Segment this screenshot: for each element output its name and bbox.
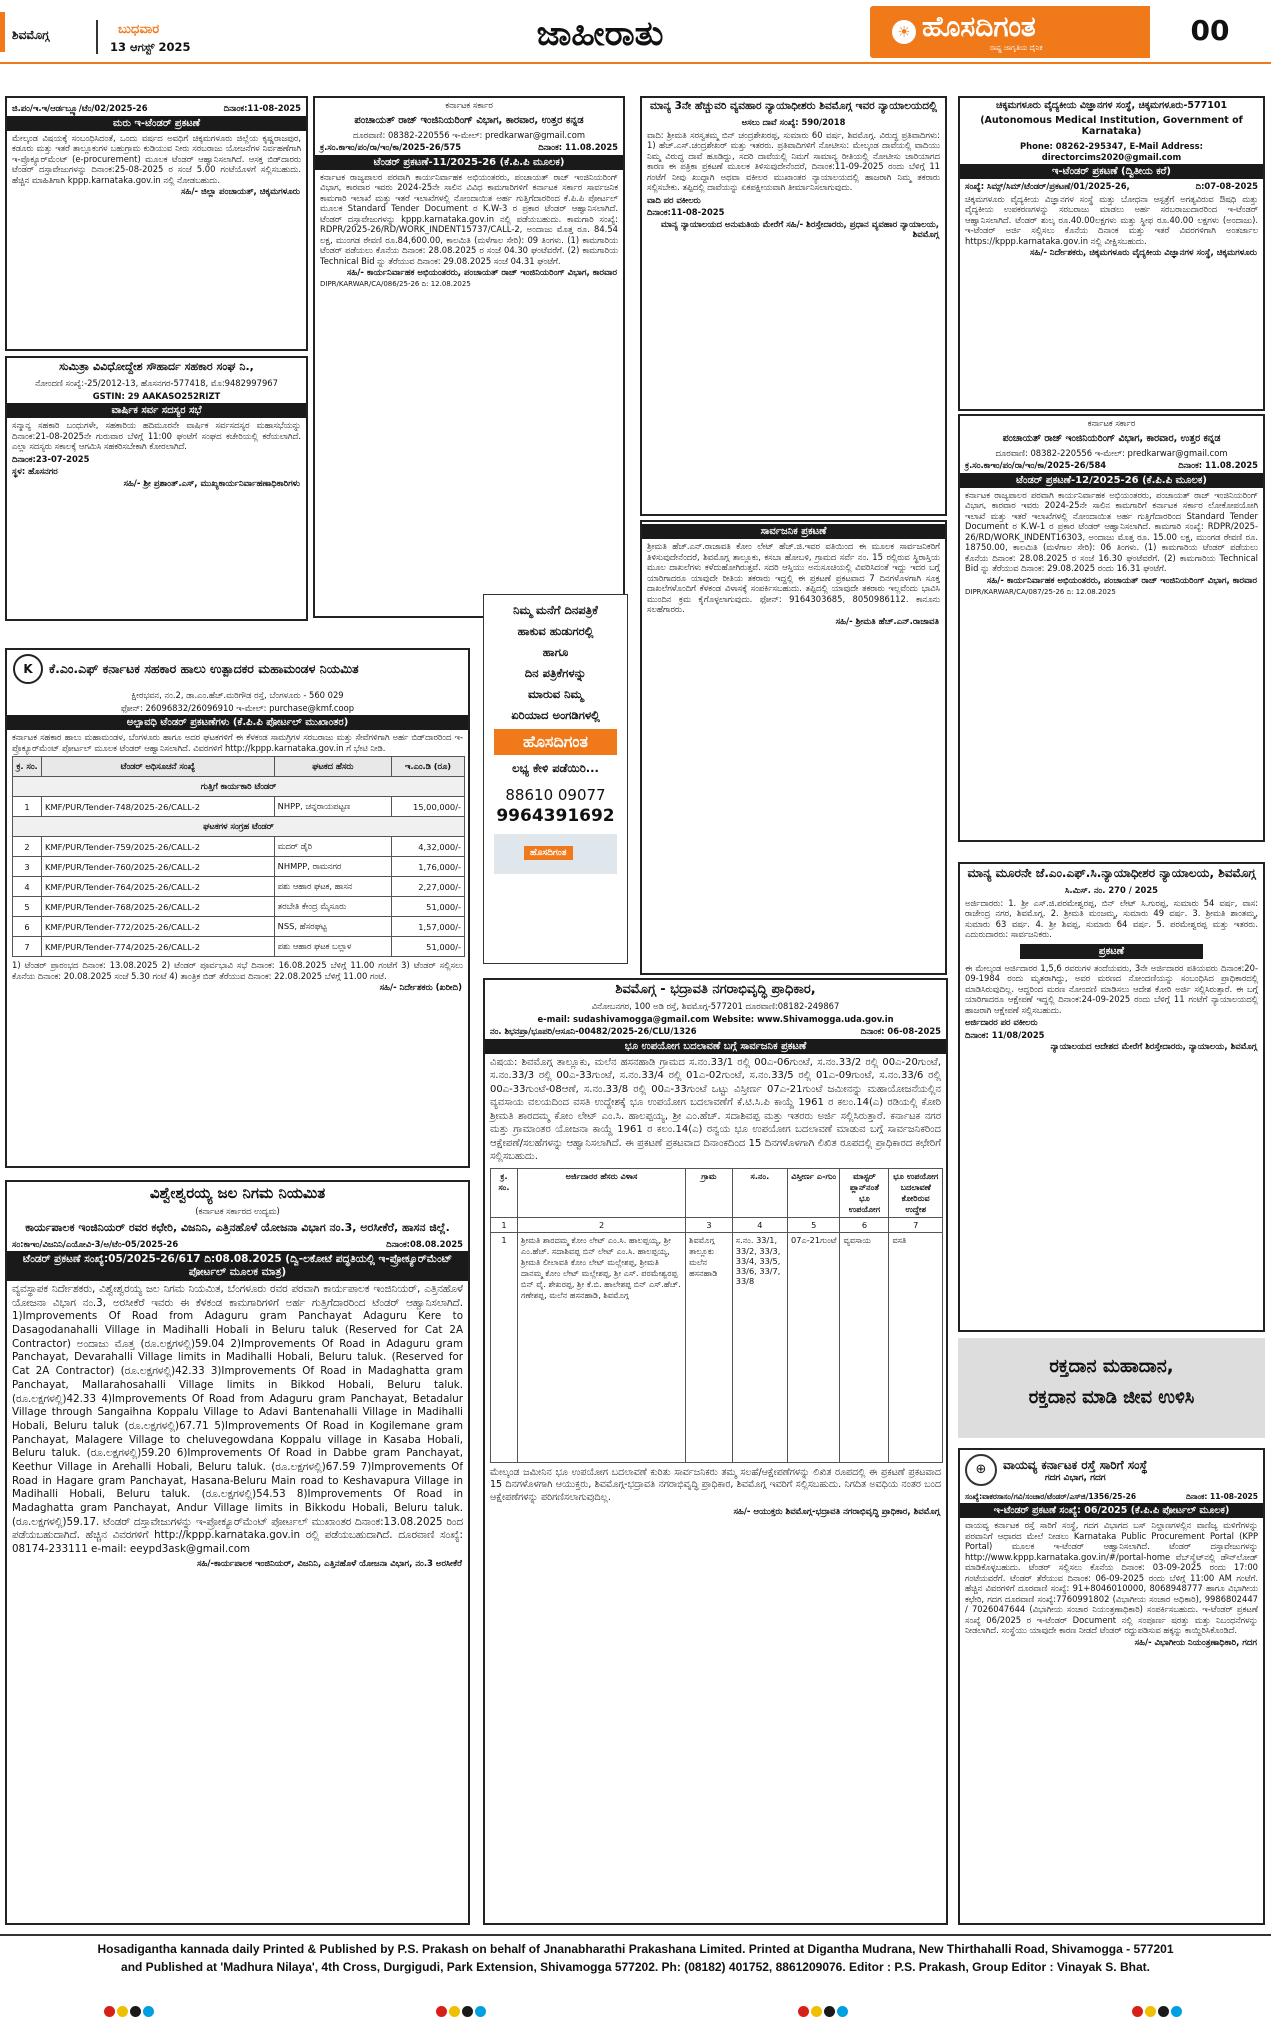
court1-signature: ಮಾನ್ಯ ನ್ಯಾಯಾಲಯದ ಅನುಮತಿಯ ಮೇರೆಗೆ ಸಹಿ/- ಶಿರಸ್ತೇದಾರರು, ಪ್ರಧಾನ ವ್ಯವಹಾರ ನ್ಯಾಯಾಲಯ, ಶಿವಮೊಗ್ಗ xyxy=(660,219,939,240)
suda-bar: ಭೂ ಉಪಯೋಗ ಬದಲಾವಣೆ ಬಗ್ಗೆ ಸಾರ್ವಜನಿಕ ಪ್ರಕಟಣೆ xyxy=(485,1039,946,1054)
pr1-govt: ಕರ್ನಾಟಕ ಸರ್ಕಾರ xyxy=(445,100,493,110)
kmf-notes: 1) ಟೆಂಡರ್ ಪ್ರಾರಂಭದ ದಿನಾಂಕ: 13.08.2025 2) ಟೆಂಡರ್ ಪೂರ್ವಭಾವಿ ಸಭೆ ದಿನಾಂಕ: 16.08.2025 ಬೆಳಿಗ್ಗೆ 11.00 ಗಂಟೆಗೆ 3) ಟೆಂಡರ್ ಸಲ್ಲಿಸಲು ಕೊನೆಯ ದಿನಾಂಕ: 20.08.2025 ಸಂಜೆ 5.30 ಗಂಟೆ 4) ತಾಂತ್ರಿಕ ಬಿಡ್ ತೆರೆಯುವ ದಿನಾಂಕ: 22.08.2025 ಬೆಳಿಗ್ಗೆ 11.00 ಗಂಟೆ. xyxy=(12,960,463,981)
pr2-date: ದಿನಾಂಕ: 11.08.2025 xyxy=(1178,460,1258,470)
sumitra-gstin: GSTIN: 29 AAKASO252RIZT xyxy=(92,390,221,401)
nwkrtc-bar: ಇ-ಟೆಂಡರ್ ಪ್ರಕಟಣೆ ಸಂಖ್ಯೆ: 06/2025 (ಕೆ.ಪಿ.ಪಿ ಪೋರ್ಟಲ್ ಮೂಲಕ) xyxy=(960,1503,1263,1518)
kmf-group-2: ಘಟಕಗಳ ಸಂಗ್ರಹ ಟೆಂಡರ್ xyxy=(13,817,465,837)
zp-ref: ಜಿ.ಪಂ/ಇ.ಇ/ಆರ್ಡಬ್ಲ್ಯೂ/ಟೆಂ/02/2025-26 xyxy=(12,103,148,113)
court1-advocate: ವಾದಿ ಪರ ವಕೀಲರು xyxy=(647,194,701,205)
suda-email: e-mail: sudashivamogga@gmail.com Website: www.Shivamogga.uda.gov.in xyxy=(537,1013,894,1024)
suda-title: ಶಿವಮೊಗ್ಗ - ಭದ್ರಾವತಿ ನಗರಾಭಿವೃದ್ಧಿ ಪ್ರಾಧಿಕಾರ, xyxy=(615,982,816,997)
promo-delivery-image xyxy=(494,834,617,874)
sumitra-bar: ವಾರ್ಷಿಕ ಸರ್ವ ಸದಸ್ಯರ ಸಭೆ xyxy=(7,403,306,418)
table-row: 3 KMF/PUR/Tender-760/2025-26/CALL-2 NHMPP, ರಾಮನಗರ 1,76,000/- xyxy=(13,857,465,877)
masthead-city: ಶಿವಮೊಗ್ಗ xyxy=(12,28,50,42)
cims-ref: ಸಂಖ್ಯೆ: ಸಿಮ್ಸ್/ಸಿಮ್/ಟೆಂಡರ್/ಪ್ರಕಟಣೆ/01/2025-26, xyxy=(965,181,1130,191)
vjnl-date: ದಿನಾಂಕ:08.08.2025 xyxy=(386,1238,463,1249)
table-row: 7 KMF/PUR/Tender-774/2025-26/CALL-2 ಪಶು ಆಹಾರ ಘಟಕ ಬಲ್ಲಾಳ 51,000/- xyxy=(13,937,465,957)
sumitra-date: ದಿನಾಂಕ:23-07-2025 xyxy=(12,453,90,464)
zp-bar: ಮರು ಇ-ಟೆಂಡರ್ ಪ್ರಕಟಣೆ xyxy=(7,116,306,131)
kmf-col-unit: ಘಟಕದ ಹೆಸರು xyxy=(274,757,391,777)
nwkrtc-sub: ಗದಗ ವಿಭಾಗ, ಗದಗ xyxy=(1044,1472,1106,1483)
vjnl-bar: ಟೆಂಡರ್ ಪ್ರಕಟಣೆ ಸಂಖ್ಯೆ:05/2025-26/617 ದಿ:08.08.2025 (ದ್ವಿ-ಲಕೋಟೆ ಪದ್ಧತಿಯಲ್ಲಿ ಇ-ಪ್ರೋಕ್ಯೂರ್‌ಮೆಂಟ್ ಪೋರ್ಟಲ್ ಮೂಲಕ ಮಾತ್ರ) xyxy=(7,1251,468,1281)
blood-donation-banner xyxy=(958,1338,1265,1438)
vjnl-ref: ಸಂ:ಕಾಇಂ/ವಿಜನಿನಿ/ಎಯೋವಿ-3/ಅ/ಟೆಂ-05/2025-26 xyxy=(12,1238,179,1249)
suda-address: ವಿನೋಬನಗರ, 100 ಅಡಿ ರಸ್ತೆ, ಶಿವಮೊಗ್ಗ-577201 ದೂರವಾಣಿ:08182-249867 xyxy=(591,1001,840,1011)
nwkrtc-ref: ಸಂಖ್ಯೆ:ವಾಕರಸಾಸಂ/ಗವಿ/ಸಂಚಾರ/ಟೆಂಡರ್/ಎಸ್‌ಜಿ/1356/25-26 xyxy=(965,1492,1137,1501)
pr2-ref: ಕ್ರ.ಸಂ.ಕಾಇಂ/ಪಂ/ರಾ/ಇಂ/ಕಾ/2025-26/584 xyxy=(965,460,1107,470)
kmf-title: ಕೆ.ಎಂ.ಎಫ್ ಕರ್ನಾಟಕ ಸಹಕಾರ ಹಾಲು ಉತ್ಪಾದಕರ ಮಹಾಮಂಡಳ ನಿಯಮಿತ xyxy=(49,661,359,676)
masthead xyxy=(0,0,1271,64)
kmf-bar: ಅಲ್ಪಾವಧಿ ಟೆಂಡರ್ ಪ್ರಕಟಣೆಗಳು (ಕೆ.ಪಿ.ಪಿ ಪೋರ್ಟಲ್ ಮುಖಾಂತರ) xyxy=(7,715,468,730)
brand-banner xyxy=(870,6,1150,58)
pr1-bar: ಟೆಂಡರ್ ಪ್ರಕಟಣೆ-11/2025-26 (ಕೆ.ಪಿ.ಪಿ ಮೂಲಕ) xyxy=(315,155,623,170)
promo-line-3: ಹಾಗೂ xyxy=(542,645,569,659)
kmf-signature: ಸಹಿ/- ನಿರ್ದೇಶಕರು (ಖರೀದಿ) xyxy=(379,983,462,993)
pr2-bar: ಟೆಂಡರ್ ಪ್ರಕಟಣೆ-12/2025-26 (ಕೆ.ಪಿ.ಪಿ ಮೂಲಕ) xyxy=(960,473,1263,488)
court2-body-2: ಈ ಮೇಲ್ಕಂಡ ಅರ್ಜಿದಾರರ 1,5,6 ರವರುಗಳ ತಂದೆಯವರು, 3ನೇ ಅರ್ಜಿದಾರರ ಪತಿಯವರು ದಿನಾಂಕ:20-09-1984 ರಂದು ಮೃತರಾಗಿದ್ದು, ಅವರ ಮರಣದ ನೋಂದಣಿಯನ್ನು ಸಂಬಂಧಿಸಿದ ಪ್ರಾಧಿಕಾರದಲ್ಲಿ ಮಾಡಿಸಿರುವುದಿಲ್ಲ. ಆದ್ದರಿಂದ ಮರಣ ನೋಂದಣಿ ಮಾಡಿಸಲು ಆದೇಶ ಕೋರಿ ಅರ್ಜಿ ಸಲ್ಲಿಸಿರುತ್ತಾರೆ. ಈ ಬಗ್ಗೆ ಯಾರಿಗಾದರೂ ಆಕ್ಷೇಪಣೆ ಇದ್ದಲ್ಲಿ ದಿನಾಂಕ:24-09-2025 ರಂದು ಬೆಳಿಗ್ಗೆ 11 ಗಂಟೆಗೆ ನ್ಯಾಯಾಲಯದಲ್ಲಿ ಹಾಜರಾಗಿ ಆಕ್ಷೇಪಣೆ ಸಲ್ಲಿಸಬಹುದು. xyxy=(965,962,1258,1015)
cims-body: ಚಿಕ್ಕಮಗಳೂರು ವೈದ್ಯಕೀಯ ವಿಜ್ಞಾನಗಳ ಸಂಸ್ಥೆ ಮತ್ತು ಬೋಧನಾ ಆಸ್ಪತ್ರೆಗೆ ಅಗತ್ಯವಿರುವ ಔಷಧಿ ಮತ್ತು ವೈದ್ಯಕೀಯ ಉಪಕರಣಗಳನ್ನು ಸರಬರಾಜು ಮಾಡಲು ಅರ್ಹ ಸರಬರಾಜುದಾರರಿಂದ ಇ-ಟೆಂಡರ್ ಆಹ್ವಾನಿಸಲಾಗಿದೆ. ಟೆಂಡರ್ ಶುಲ್ಕ ರೂ.40.00ಲಕ್ಷಗಳು ಮತ್ತು ಸ್ಥೀಫ ರೂ.40.00 ಲಕ್ಷಗಳು (ಅಂದಾಜು). ಇ-ಟೆಂಡರ್ ಅರ್ಜಿ ಸಲ್ಲಿಸಲು ಕೊನೆಯ ದಿನಾಂಕ ಮತ್ತು ಇತರೆ ವಿವರಗಳಿಗಾಗಿ ಅಂತರ್ಜಾಲ https://kppp.karnataka.gov.in ನಲ್ಲಿ ವೀಕ್ಷಿಸಬಹುದು. xyxy=(965,193,1258,246)
promo-brand: ಹೊಸದಿಗಂತ xyxy=(494,729,617,755)
registration-marks-2 xyxy=(436,2002,488,2021)
pr-tender-11-ad xyxy=(313,96,625,618)
pr1-body: ಕರ್ನಾಟಕ ರಾಜ್ಯಪಾಲರ ಪರವಾಗಿ ಕಾರ್ಯನಿರ್ವಾಹಕ ಅಭಿಯಂತರರು, ಪಂಚಾಯತ್ ರಾಜ್ ಇಂಜಿನಿಯರಿಂಗ್ ವಿಭಾಗ, ಕಾರವಾರ ಇವರು 2024-25ನೇ ಸಾಲಿನ ವಿವಿಧ ಕಾಮಗಾರಿಗಳಿಗೆ ಕರ್ನಾಟಕ ಸರ್ಕಾರ ಸಾರ್ವಜನಿಕ ಕಾಮಗಾರಿ ಇಲಾಖೆ ಮತ್ತು ಇತರೆ ಇಲಾಖೆಗಳಲ್ಲಿ ನೋಂದಾಯಿತ ಅರ್ಹ ಗುತ್ತಿಗೆದಾರರಿಂದ ಕೆ.ಪಿ.ಪಿ ಪೋರ್ಟಲ್ ಮೂಲಕ Standard Tender Document ರ K.W-3 ರ ಪ್ರಕಾರ ಟೆಂಡರ್ ಆಹ್ವಾನಿಸಲಾಗಿದೆ. ಟೆಂಡರ್ ದಸ್ತಾವೇಜುಗಳನ್ನು kppp.karnataka.gov.in ನಲ್ಲಿ ಪಡೆಯಬಹುದು. ಕಾಮಗಾರಿ ಸಂಖ್ಯೆ: RDPR/2025-26/RD/WORK_INDENT15737/CALL-2, ಅಂದಾಜು ಮೊತ್ತ ರೂ. 84.54 ಲಕ್ಷ, ಮುಂಗಡ ಠೇವಣಿ ರೂ.84,600.00, ಕಾಲಮಿತಿ (ಮಳೆಗಾಲ ಸೇರಿ): 09 ತಿಂಗಳು. (1) ಕಾಮಗಾರಿಯ ಟೆಂಡರ್ ಪಡೆಯಲು ಕೊನೆಯ ದಿನಾಂಕ: 28.08.2025 ರ ಸಂಜೆ 04.30 ಘಂಟೆವರೆಗೆ. (2) ಕಾಮಗಾರಿಯ Technical Bid ನ್ನು ತೆರೆಯುವ ದಿನಾಂಕ: 29.08.2025 ಸಂಜೆ 04.31 ಘಂಟೆಗೆ. xyxy=(320,171,618,266)
suda-clu-notice xyxy=(483,978,948,1925)
pr-tender-12-ad xyxy=(958,414,1265,842)
court2-date: ದಿನಾಂಕ: 11/08/2025 xyxy=(965,1029,1045,1040)
cims-signature: ಸಹಿ/- ನಿರ್ದೇಶಕರು, ಚಿಕ್ಕಮಗಳೂರು ವೈದ್ಯಕೀಯ ವಿಜ್ಞಾನಗಳ ಸಂಸ್ಥೆ, ಚಿಕ್ಕಮಗಳೂರು xyxy=(1029,248,1257,258)
promo-line-6: ಏರಿಯಾದ ಅಂಗಡಿಗಳಲ್ಲಿ xyxy=(511,708,600,722)
pr2-title: ಪಂಚಾಯತ್ ರಾಜ್ ಇಂಜಿನಿಯರಿಂಗ್ ವಿಭಾಗ, ಕಾರವಾರ, ಉತ್ತರ ಕನ್ನಡ xyxy=(1002,432,1221,444)
pr2-body: ಕರ್ನಾಟಕ ರಾಜ್ಯಪಾಲರ ಪರವಾಗಿ ಕಾರ್ಯನಿರ್ವಾಹಕ ಅಭಿಯಂತರರು, ಪಂಚಾಯತ್ ರಾಜ್ ಇಂಜಿನಿಯರಿಂಗ್ ವಿಭಾಗ, ಕಾರವಾರ ಇವರು 2024-25ನೇ ಸಾಲಿನ ಕಾಮಗಾರಿಗೆ ಕರ್ನಾಟಕ ಸರ್ಕಾರ ಲೋಕೋಪಯೋಗಿ ಇಲಾಖೆ ಮತ್ತು ಇತರೆ ಇಲಾಖೆಗಳಲ್ಲಿ ನೋಂದಾಯಿತ ಅರ್ಹ ಗುತ್ತಿಗೆದಾರರಿಂದ Standard Tender Document ರ K.W-1 ರ ಪ್ರಕಾರ ಟೆಂಡರ್ ಆಹ್ವಾನಿಸಲಾಗಿದೆ. ಕಾಮಗಾರಿ ಸಂಖ್ಯೆ: RDPR/2025-26/RD/WORK_INDENT16303, ಅಂದಾಜು ಮೊತ್ತ ರೂ. 15.00 ಲಕ್ಷ, ಮುಂಗಡ ಠೇವಣಿ ರೂ. 18750.00, ಕಾಲಮಿತಿ (ಮಳೆಗಾಲ ಸೇರಿ): 06 ತಿಂಗಳು. (1) ಕಾಮಗಾರಿಯ ಟೆಂಡರ್ ಪಡೆಯಲು ಕೊನೆಯ ದಿನಾಂಕ: 28.08.2025 ರ ಸಂಜೆ 16.30 ಘಂಟೆವರೆಗೆ. (2) ಕಾಮಗಾರಿಯ Technical Bid ನ್ನು ತೆರೆಯುವ ದಿನಾಂಕ: 29.08.2025 ರಂದು 16.31 ಘಂಟೆಗೆ. xyxy=(965,489,1258,573)
vjnl-signature: ಸಹಿ/-ಕಾರ್ಯಪಾಲಕ ಇಂಜಿನಿಯರ್, ವಿಜನಿನಿ, ಎತ್ತಿನಹೊಳೆ ಯೋಜನಾ ವಿಭಾಗ, ನಂ.3 ಅರಸೀಕೆರೆ xyxy=(197,1558,462,1569)
blood-line-1: ರಕ್ತದಾನ ಮಹಾದಾನ, xyxy=(1049,1356,1174,1377)
suda-table xyxy=(490,1168,943,1463)
kmf-logo-icon: K xyxy=(13,654,43,684)
cims-date: ದಿ:07-08-2025 xyxy=(1195,181,1258,191)
zp-tender-ad xyxy=(5,96,308,351)
court-notice-2-ad xyxy=(958,862,1265,1332)
cims-sub: (Autonomous Medical Institution, Government of Karnataka) xyxy=(980,115,1243,137)
vjnl-tender-ad xyxy=(5,1180,470,1925)
vjnl-body: ವ್ಯವಸ್ಥಾಪಕ ನಿರ್ದೇಶಕರು, ವಿಶ್ವೇಶ್ವರಯ್ಯ ಜಲ ನಿಗಮ ನಿಯಮಿತ, ಬೆಂಗಳೂರು ರವರ ಪರವಾಗಿ ಕಾರ್ಯಪಾಲಕ ಇಂಜಿನಿಯರ್, ಎತ್ತಿನಹೊಳೆ ಯೋಜನಾ ವಿಭಾಗ ನಂ.3, ಅರಸೀಕೆರೆ ಇವರು ಈ ಕೆಳಕಂಡ ಕಾಮಗಾರಿಗಳಿಗೆ ಅರ್ಹ ಗುತ್ತಿಗೆದಾರರಿಂದ ಟೆಂಡರ್ ಆಹ್ವಾನಿಸಲಾಗಿದೆ. 1)Improvements Of Road from Adaguru gram Panchayat Adaguru Kere to Dasagodanahalli Village in Madihalli Hobali in Beluru taluk (Reserved for Cat 2A Contractor) ಅಂದಾಜು ಮೊತ್ತ (ರೂ.ಲಕ್ಷಗಳಲ್ಲಿ)59.04 2)Improvements Of Road in Adaguru gram Panchayat, Devarahalli Village limits in Madihalli Hobali, Beluru taluk. (Reserved for Cat 2A Contractor) (ರೂ.ಲಕ್ಷಗಳಲ್ಲಿ)42.33 3)Improvements Of Road in Madaghatta gram Panchayat, Mallarahosahalli Village limits in Bikkod Hobali, Beluru taluk. (ರೂ.ಲಕ್ಷಗಳಲ್ಲಿ)42.33 4)Improvements Of Road from Adaguru gram Panchayat, Betadalur Village through Sangaihna Koppalu Village to Adavi Bantenahalli Village in Madihalli Hobali, Beluru taluk (ರೂ.ಲಕ್ಷಗಳಲ್ಲಿ)67.71 5)Improvements Of Road in Kogilemane gram Panchayat, Malagere Village to cheluvegowdana Koppalu village in Kasaba Hobali, Beluru taluk. (ರೂ.ಲಕ್ಷಗಳಲ್ಲಿ)59.20 6)Improvements Of Road in Dabbe gram Panchayat, Keethur Village in Arehalli Hobali, Beluru taluk. (ರೂ.ಲಕ್ಷಗಳಲ್ಲಿ)67.59 7)Improvements Of Road in Hagare gram Panchayat, Hasana-Beluru Main road to Keshavapura Village in Madihalli Hobali, Beluru taluk. (ರೂ.ಲಕ್ಷಗಳಲ್ಲಿ)54.53 8)Improvements Of Road in Madaghatta gram Panchayat, Andur Village limits in Bikkodu Hobali, Beluru taluk. (ರೂ.ಲಕ್ಷಗಳಲ್ಲಿ)59.17. ಟೆಂಡರ್ ದಸ್ತಾವೇಜುಗಳನ್ನು ಇ-ಪ್ರೋಕ್ಯೂರ್‌ಮೆಂಟ್ ಪೋರ್ಟಲ್ ಮುಖಾಂತರ ದಿನಾಂಕ:13.08.2025 ರಿಂದ ಪಡೆಯಬಹುದಾಗಿದೆ. ಹೆಚ್ಚಿನ ವಿವರಗಳಿಗೆ http://kppp.karnataka.gov.in ರಲ್ಲಿ ಪಡೆಯಬಹುದಾಗಿದೆ. ದೂರವಾಣಿ ಸಂಖ್ಯೆ: 08174-233111 e-mail: eeypd3ask@gmail.com xyxy=(12,1283,463,1556)
masthead-date: 13 ಆಗಸ್ಟ್ 2025 xyxy=(110,40,191,54)
pr2-govt: ಕರ್ನಾಟಕ ಸರ್ಕಾರ xyxy=(1087,418,1136,428)
pr1-signature: ಸಹಿ/- ಕಾರ್ಯನಿರ್ವಾಹಕ ಅಭಿಯಂತರರು, ಪಂಚಾಯತ್ ರಾಜ್ ಇಂಜಿನಿಯರಿಂಗ್ ವಿಭಾಗ, ಕಾರವಾರ xyxy=(346,268,617,278)
registration-marks-1 xyxy=(104,2002,156,2021)
zp-date: ದಿನಾಂಕ:11-08-2025 xyxy=(223,103,301,113)
imprint-line-2: and Published at 'Madhura Nilaya', 4th Cross, Durgigudi, Park Extension, Shivamogga 577202. Ph: (08182) 401752, 8861209076. Editor : P.S. Prakash, Group Editor : Vinayak S. Bhat. xyxy=(121,1960,1150,1974)
court1-date: ದಿನಾಂಕ:11-08-2025 xyxy=(647,207,725,217)
lamp-logo-icon: ☀ xyxy=(892,20,916,44)
kmf-col-tender: ಟೆಂಡರ್ ಅಧಿಸೂಚನೆ ಸಂಖ್ಯೆ xyxy=(42,757,275,777)
sumitra-signature: ಸಹಿ/- ಶ್ರೀ ಪ್ರಶಾಂತ್.ಎಸ್, ಮುಖ್ಯಕಾರ್ಯನಿರ್ವಾಹಣಾಧಿಕಾರಿಗಳು xyxy=(123,478,300,489)
promo-mini-logo: ಹೊಸದಿಗಂತ xyxy=(524,846,573,860)
orange-edge-strip xyxy=(0,12,5,52)
section-title: ಜಾಹೀರಾತು xyxy=(536,14,664,54)
nwkrtc-title: ವಾಯವ್ಯ ಕರ್ನಾಟಕ ರಸ್ತೆ ಸಾರಿಗೆ ಸಂಸ್ಥೆ xyxy=(1003,1457,1148,1472)
cims-contact: Phone: 08262-295347, E-Mail Address: directorcims2020@gmail.com xyxy=(1020,141,1203,162)
sumitra-body: ಸನ್ಮಾನ್ಯ ಸಹಕಾರಿ ಬಂಧುಗಳೇ, ಸಹಕಾರಿಯ ಹದಿಮೂರನೇ ವಾರ್ಷಿಕ ಸರ್ವಸದಸ್ಯರ ಮಹಾಸಭೆಯನ್ನು ದಿನಾಂಕ:21-08-2025ನೇ ಗುರುವಾರ ಬೆಳಿಗ್ಗೆ 11:00 ಘಂಟೆಗೆ ಸಂಘದ ಕಚೇರಿಯಲ್ಲಿ ಕರೆಯಲಾಗಿದೆ. ಎಲ್ಲಾ ಸದಸ್ಯರು ಸಕಾಲಕ್ಕೆ ಆಗಮಿಸಿ ಸಹಕರಿಸಬೇಕಾಗಿ ಕೋರಲಾಗಿದೆ. xyxy=(12,420,301,451)
vjnl-office: ಕಾರ್ಯಪಾಲಕ ಇಂಜಿನಿಯರ್ ರವರ ಕಛೇರಿ, ವಿಜನಿನಿ, ಎತ್ತಿನಹೊಳೆ ಯೋಜನಾ ವಿಭಾಗ ನಂ.3, ಅರಸೀಕೆರೆ, ಹಾಸನ ಜಿಲ್ಲೆ. xyxy=(25,1220,450,1234)
court2-bar: ಪ್ರಕಟಣೆ xyxy=(1020,944,1203,959)
sumitra-reg: ನೋಂದಣಿ ಸಂಖ್ಯೆ:-25/2012-13, ಹೊಸನಗರ-577418, ಮೊ:9482997967 xyxy=(35,378,278,388)
court1-title: ಮಾನ್ಯ 3ನೇ ಹೆಚ್ಚುವರಿ ವ್ಯವಹಾರ ನ್ಯಾಯಾಧೀಶರು ಶಿವಮೊಗ್ಗ ಇವರ ನ್ಯಾಯಾಲಯದಲ್ಲಿ xyxy=(649,100,938,112)
pr2-code: DIPR/KARWAR/CA/087/25-26 ದಿ: 12.08.2025 xyxy=(965,587,1116,596)
suda-ref: ನಂ. ಶಿಭನಪ್ರಾ/ಭೂಪರಿ/ಆಸೂನಿ-00482/2025-26/CLU/1326 xyxy=(490,1026,697,1036)
table-row: 1 KMF/PUR/Tender-748/2025-26/CALL-2 NHPP, ಚನ್ನರಾಯಪಟ್ಟಣ 15,00,000/- xyxy=(13,797,465,817)
kmf-col-emd: ಇ.ಎಂ.ಡಿ (ರೂ) xyxy=(392,757,465,777)
table-row: 6 KMF/PUR/Tender-772/2025-26/CALL-2 NSS, ಹೆಸರಘಟ್ಟ 1,57,000/- xyxy=(13,917,465,937)
kmf-group-1: ಗುತ್ತಿಗೆ ಕಾರ್ಯಕಾರಿ ಟೆಂಡರ್ xyxy=(13,777,465,797)
sumitra-place: ಸ್ಥಳ: ಹೊಸನಗರ xyxy=(12,466,58,476)
masthead-rule xyxy=(0,62,1271,64)
suda-column-numbers: 1 2 3 4 5 6 7 xyxy=(491,1217,943,1232)
pr2-contact: ದೂರವಾಣಿ: 08382-220556 ಇ-ಮೇಲ್: predkarwar@gmail.com xyxy=(995,447,1228,458)
nwkrtc-tender-ad xyxy=(958,1448,1265,1925)
cims-tender-ad xyxy=(958,96,1265,411)
cims-title: ಚಿಕ್ಕಮಗಳೂರು ವೈದ್ಯಕೀಯ ವಿಜ್ಞಾನಗಳ ಸಂಸ್ಥೆ, ಚಿಕ್ಕಮಗಳೂರು-577101 xyxy=(995,100,1228,111)
promo-ad xyxy=(483,594,628,964)
sumitra-agm-ad xyxy=(5,356,308,621)
promo-phone-1: 88610 09077 xyxy=(505,786,606,804)
nwkrtc-logo-icon: ⊕ xyxy=(965,1454,997,1486)
suda-date: ದಿನಾಂಕ: 06-08-2025 xyxy=(860,1026,941,1036)
court2-title: ಮಾನ್ಯ ಮೂರನೇ ಜೆ.ಎಂ.ಎಫ್.ಸಿ.ನ್ಯಾಯಾಧೀಶರ ನ್ಯಾಯಾಲಯ, ಶಿವಮೊಗ್ಗ xyxy=(967,866,1256,880)
nwkrtc-body: ವಾಯವ್ಯ ಕರ್ನಾಟಕ ರಸ್ತೆ ಸಾರಿಗೆ ಸಂಸ್ಥೆ, ಗದಗ ವಿಭಾಗದ ಬಸ್ ನಿಲ್ದಾಣಗಳಲ್ಲಿನ ವಾಣಿಜ್ಯ ಮಳಿಗೆಗಳನ್ನು ಪರವಾನಿಗೆ ಆಧಾರದ ಮೇಲೆ ನೀಡಲು Karnataka Public Procurement Portal (KPP Portal) ಮೂಲಕ ಇ-ಟೆಂಡರ್ ಆಹ್ವಾನಿಸಲಾಗಿದೆ. ಟೆಂಡರ್ ದಸ್ತಾವೇಜುಗಳನ್ನು http://www.kppp.karnataka.gov.in/#/portal-home ವೆಬ್‌ಸೈಟ್‌ನಲ್ಲಿ ಡೌನ್‌ಲೋಡ್ ಮಾಡಿಕೊಳ್ಳಬಹುದು. ಟೆಂಡರ್ ಸಲ್ಲಿಸಲು ಕೊನೆಯ ದಿನಾಂಕ: 03-09-2025 ರಂದು 17:00 ಗಂಟೆಯವರೆಗೆ. ಟೆಂಡರ್ ತೆರೆಯುವ ದಿನಾಂಕ: 06-09-2025 ರಂದು ಬೆಳಿಗ್ಗೆ 11:00 AM ಗಂಟೆಗೆ. ಹೆಚ್ಚಿನ ವಿವರಗಳಿಗೆ ದೂರವಾಣಿ ಸಂಖ್ಯೆ: 91+8046010000, 8068948777 ಹಾಗೂ ವಿಭಾಗೀಯ ಕಛೇರಿ, ಗದಗ ದೂರವಾಣಿ ಸಂಖ್ಯೆ:7760991802 (ವಿಭಾಗೀಯ ಸಂಚಾರ ಅಧಿಕಾರಿ), 9986802447 / 7026047644 (ವಿಭಾಗೀಯ ಸಂಚಾರ ನಿಯಂತ್ರಣಾಧಿಕಾರಿ) ಸಂಪರ್ಕಿಸಬಹುದು. ಇ-ಟೆಂಡರ್ ಪ್ರಕಟಣೆ ಸಂಖ್ಯೆ 06/2025 ರ ಇ-ಟೆಂಡರ್ Document ನಲ್ಲಿ ಸಂಪೂರ್ಣ ಷರತ್ತು ಮತ್ತು ನಿಬಂಧನೆಗಳನ್ನು ನೀಡಲಾಗಿದೆ. ಸಂಸ್ಥೆಯು ಯಾವುದೇ ಕಾರಣ ನೀಡದೆ ಟೆಂಡರ್ ರದ್ದುಪಡಿಸುವ ಹಕ್ಕನ್ನು ಕಾಯ್ದಿರಿಸಿಕೊಂಡಿದೆ. xyxy=(965,1520,1258,1636)
blood-line-2: ರಕ್ತದಾನ ಮಾಡಿ ಜೀವ ಉಳಿಸಿ xyxy=(1028,1387,1195,1408)
public-bar: ಸಾರ್ವಜನಿಕ ಪ್ರಕಟಣೆ xyxy=(642,524,945,539)
suda-table-header: ಕ್ರ. ಸಂ. ಅರ್ಜಿದಾರರ ಹೆಸರು ವಿಳಾಸ ಗ್ರಾಮ ಸ.ನಂ. ವಿಸ್ತೀರ್ಣ ಎ-ಗುಂ ಮಾಸ್ಟರ್ ಪ್ಲಾನ್‌ನಂತೆ ಭೂ ಉಪಯೋಗ ಭೂ ಉಪಯೋಗ ಬದಲಾವಣೆ ಕೋರಿರುವ ಉದ್ದೇಶ xyxy=(491,1168,943,1217)
court2-signature: ನ್ಯಾಯಾಲಯದ ಆದೇಶದ ಮೇರೆಗೆ ಶಿರಸ್ತೇದಾರರು, ನ್ಯಾಯಾಲಯ, ಶಿವಮೊಗ್ಗ xyxy=(1050,1042,1257,1052)
registration-marks-3 xyxy=(798,2002,850,2021)
court2-body: ಅರ್ಜಿದಾರರು: 1. ಶ್ರೀ ಎಸ್.ಜಿ.ಪರಮೇಶ್ವರಪ್ಪ, ಬಿನ್ ಲೇಟ್ ಸಿ.ಗುರಪ್ಪ, ಸುಮಾರು 54 ವರ್ಷ, ವಾಸ: ರಾಜೇಂದ್ರ ನಗರ, ಶಿವಮೊಗ್ಗ. 2. ಶ್ರೀಮತಿ ಮಂಜಮ್ಮ, ಸುಮಾರು 49 ವರ್ಷ. 3. ಶ್ರೀಮತಿ ಶಾಂತಮ್ಮ, ಸುಮಾರು 63 ವರ್ಷ. 4. ಶ್ರೀ ಶಿವಪ್ಪ, ಸುಮಾರು 64 ವರ್ಷ. 5. ಪರಮೇಶ್ವರಪ್ಪ ಮತ್ತು ಇತರರು. ಎದುರುದಾರರು: ಸಾರ್ವಜನಿಕರು. xyxy=(965,897,1258,939)
suda-signature: ಸಹಿ/- ಆಯುಕ್ತರು ಶಿವಮೊಗ್ಗ-ಭದ್ರಾವತಿ ನಗರಾಭಿವೃದ್ಧಿ ಪ್ರಾಧಿಕಾರ, ಶಿವಮೊಗ್ಗ xyxy=(733,1506,940,1517)
court1-body: ವಾದಿ: ಶ್ರೀಮತಿ ಸರಸ್ವತಮ್ಮ ಬಿನ್ ಚಂದ್ರಶೇಖರಪ್ಪ, ಸುಮಾರು 60 ವರ್ಷ, ಶಿವಮೊಗ್ಗ. ವಿರುದ್ಧ ಪ್ರತಿವಾದಿಗಳು: 1) ಹೆಚ್.ಎಸ್.ಚಂದ್ರಶೇಖರ್ ಮತ್ತು ಇತರರು. ಪ್ರತಿವಾದಿಗಳಿಗೆ ನೋಟೀಸು: ಮೇಲ್ಕಂಡ ದಾವೆಯಲ್ಲಿ ವಾದಿಯು ನಿಮ್ಮ ವಿರುದ್ಧ ದಾವೆ ಹೂಡಿದ್ದು, ಸದರಿ ದಾವೆಯಲ್ಲಿ ನಿಮಗೆ ಸಾಮಾನ್ಯ ರೀತಿಯಲ್ಲಿ ನೋಟೀಸು ಜಾರಿಯಾಗದ ಕಾರಣ ಈ ಪತ್ರಿಕಾ ಪ್ರಕಟಣೆ ಮೂಲಕ ತಿಳಿಸುವುದೇನೆಂದರೆ, ದಿನಾಂಕ:11-09-2025 ರಂದು ಬೆಳಿಗ್ಗೆ 11 ಗಂಟೆಗೆ ನೀವು ಖುದ್ದಾಗಿ ಅಥವಾ ವಕೀಲರ ಮುಖಾಂತರ ನ್ಯಾಯಾಲಯದಲ್ಲಿ ಹಾಜರಾಗಿ ನಿಮ್ಮ ತಕರಾರು ಸಲ್ಲಿಸಬೇಕು. ತಪ್ಪಿದಲ್ಲಿ ದಾವೆಯನ್ನು ಏಕಪಕ್ಷೀಯವಾಗಿ ತೀರ್ಮಾನಿಸಲಾಗುವುದು. xyxy=(647,129,940,192)
imprint-line-1: Hosadigantha kannada daily Printed & Published by P.S. Prakash on behalf of Jnanabharathi Prakashana Limited. Printed at Digantha Mudrana, New Thirthahalli Road, Shivamogga - 577201 xyxy=(97,1942,1174,1956)
page-number: 00 xyxy=(1190,14,1230,47)
public-body: ಶ್ರೀಮತಿ ಹೆಚ್.ಎನ್.ರಾಜಾವತಿ ಕೋಂ ಲೇಟ್ ಹೆಚ್.ಜಿ.ಇವರ ವತಿಯಿಂದ ಈ ಮೂಲಕ ಸಾರ್ವಜನಿಕರಿಗೆ ತಿಳಿಸುವುದೇನೆಂದರೆ, ಶಿವಮೊಗ್ಗ ತಾಲ್ಲೂಕು, ಕಸಬಾ ಹೋಬಳಿ, ಗ್ರಾಮದ ಸರ್ವೆ ನಂ. 15 ರಲ್ಲಿರುವ ಸ್ಥಿರಾಸ್ತಿಯ ಮೂಲ ದಾಖಲೆಗಳು ಕಳೆದುಹೋಗಿರುತ್ತವೆ. ಸದರಿ ಆಸ್ತಿಯು ಅನುಸೂಚಿಯಲ್ಲಿ ವಿವರಿಸಿದಂತೆ ಇದ್ದು ಇದರ ಬಗ್ಗೆ ಯಾರಿಗಾದರೂ ಯಾವುದೇ ರೀತಿಯ ತಕರಾರು ಇದ್ದಲ್ಲಿ ಈ ಪ್ರಕಟಣೆ ಪ್ರಕಟವಾದ 7 ದಿನಗಳೊಳಗಾಗಿ ಸೂಕ್ತ ದಾಖಲೆಗಳೊಂದಿಗೆ ಕೆಳಕಂಡ ವಿಳಾಸಕ್ಕೆ ಸಂಪರ್ಕಿಸಬಹುದು. ತಪ್ಪಿದಲ್ಲಿ ಯಾವುದೇ ತಕರಾರು ಇಲ್ಲವೆಂದು ಭಾವಿಸಿ ಮುಂದಿನ ಕ್ರಮ ಕೈಗೊಳ್ಳಲಾಗುವುದು. ಫೋನ್: 9164303685, 8050986112. ಕಾನೂನು ಸಲಹೆಗಾರರು. xyxy=(647,541,940,614)
registration-marks-4 xyxy=(1132,2002,1184,2021)
kmf-body: ಕರ್ನಾಟಕ ಸಹಕಾರ ಹಾಲು ಮಹಾಮಂಡಳ, ಬೆಂಗಳೂರು ಹಾಗೂ ಅದರ ಘಟಕಗಳಿಗೆ ಈ ಕೆಳಕಂಡ ಸಾಮಗ್ರಿಗಳ ಸರಬರಾಜು ಮತ್ತು ಸೇವೆಗಳಿಗಾಗಿ ಅರ್ಹ ಬಿಡ್‌ದಾರರಿಂದ ಇ-ಪ್ರೊಕ್ಯೂರ್‌ಮೆಂಟ್ ಪೋರ್ಟಲ್ ಮೂಲಕ ಟೆಂಡರ್ ಆಹ್ವಾನಿಸಲಾಗಿದೆ. ವಿವರಗಳಿಗೆ http://kppp.karnataka.gov.in ಗೆ ಭೇಟಿ ನೀಡಿ. xyxy=(12,732,463,753)
pr1-ref: ಕ್ರ.ಸಂ.ಕಾಇಂ/ಪಂ/ರಾ/ಇಂ/ಕಾ/2025-26/575 xyxy=(320,142,462,152)
suda-body-2: ಮೇಲ್ಕಂಡ ಜಮೀನಿನ ಭೂ ಉಪಯೋಗ ಬದಲಾವಣೆ ಕುರಿತು ಸಾರ್ವಜನಿಕರು ತಮ್ಮ ಸಲಹೆ/ಆಕ್ಷೇಪಣೆಗಳನ್ನು ಲಿಖಿತ ರೂಪದಲ್ಲಿ ಈ ಪ್ರಕಟಣೆ ಪ್ರಕಟವಾದ 15 ದಿನಗಳೊಳಗಾಗಿ ಆಯುಕ್ತರು, ಶಿವಮೊಗ್ಗ-ಭದ್ರಾವತಿ ನಗರಾಭಿವೃದ್ಧಿ ಪ್ರಾಧಿಕಾರ, ಶಿವಮೊಗ್ಗ ಇವರಿಗೆ ಸಲ್ಲಿಸಬಹುದು. ನಿಗದಿತ ಅವಧಿಯ ನಂತರ ಬಂದ ಆಕ್ಷೇಪಣೆಗಳನ್ನು ಪರಿಗಣಿಸಲಾಗುವುದಿಲ್ಲ. xyxy=(490,1466,941,1504)
vjnl-title: ವಿಶ್ವೇಶ್ವರಯ್ಯ ಜಲ ನಿಗಮ ನಿಯಮಿತ xyxy=(149,1184,326,1202)
masthead-divider xyxy=(96,20,98,54)
pr1-code: DIPR/KARWAR/CA/086/25-26 ದಿ: 12.08.2025 xyxy=(320,280,471,288)
suda-body: ವಿಷಯ: ಶಿವಮೊಗ್ಗ ತಾಲ್ಲೂಕು, ಮಲೆನ ಹಸನಹಾಡಿ ಗ್ರಾಮದ ಸ.ನಂ.33/1 ರಲ್ಲಿ 00ಎ-06ಗುಂಟೆ, ಸ.ನಂ.33/2 ರಲ್ಲಿ 00ಎ-20ಗುಂಟೆ, ಸ.ನಂ.33/3 ರಲ್ಲಿ 00ಎ-33ಗುಂಟೆ, ಸ.ನಂ.33/4 ರಲ್ಲಿ 01ಎ-02ಗುಂಟೆ, ಸ.ನಂ.33/5 ರಲ್ಲಿ 01ಎ-09ಗುಂಟೆ, ಸ.ನಂ.33/6 ರಲ್ಲಿ 00ಎ-33ಗುಂಟೆ-08ಆಣೆ, ಸ.ನಂ.33/8 ರಲ್ಲಿ 00ಎ-33ಗುಂಟೆ ಒಟ್ಟು ವಿಸ್ತೀರ್ಣ 07ಎ-21ಗುಂಟೆ ಜಮೀನನ್ನು ಮಹಾಯೋಜನೆಯಲ್ಲಿನ ವ್ಯವಸಾಯ ವಲಯದಿಂದ ವಸತಿ ಉದ್ದೇಶಕ್ಕೆ ಭೂ ಉಪಯೋಗ ಬದಲಾವಣೆಗೆ ಕೆ.ಟಿ.ಸಿ.ಪಿ ಕಾಯ್ದೆ 1961 ರ ಕಲಂ.14(ಎ) ರಡಿಯಲ್ಲಿ ಕೋರಿ ಶ್ರೀಮತಿ ಶಾರದಮ್ಮ ಕೋಂ ಲೇಟ್ ಎಂ.ಸಿ. ಹಾಲಪ್ಪಯ್ಯ, ಶ್ರೀ ಎಂ.ಹೆಚ್. ಸದಾಶಿವಪ್ಪ ಮತ್ತು ಇತರರು ಅರ್ಜಿ ಸಲ್ಲಿಸಿರುತ್ತಾರೆ. ಕರ್ನಾಟಕ ನಗರ ಮತ್ತು ಗ್ರಾಮಾಂತರ ಯೋಜನಾ ಕಾಯ್ದೆ 1961 ರ ಕಲಂ.14(ಎ) ರನ್ವಯ ಭೂ ಉಪಯೋಗ ಬದಲಾವಣೆ ಮಾಡುವ ಬಗ್ಗೆ ಸಾರ್ವಜನಿಕರಿಂದ ಆಕ್ಷೇಪಣೆ/ಸಲಹೆಗಳನ್ನು ಆಹ್ವಾನಿಸಲಾಗಿದೆ. ಈ ಪ್ರಕಟಣೆ ಪ್ರಕಟವಾದ ದಿನಾಂಕದಿಂದ 15 ದಿನಗಳೊಳಗಾಗಿ ಲಿಖಿತ ರೂಪದಲ್ಲಿ ಪ್ರಾಧಿಕಾರದ ಕಛೇರಿಗೆ ಸಲ್ಲಿಸಬಹುದು. xyxy=(490,1056,941,1162)
promo-line-2: ಹಾಕುವ ಹುಡುಗರಲ್ಲಿ xyxy=(517,624,594,638)
kmf-col-no: ಕ್ರ. ಸಂ. xyxy=(13,757,42,777)
cims-bar: ಇ-ಟೆಂಡರ್ ಪ್ರಕಟಣೆ (ದ್ವಿತೀಯ ಕರೆ) xyxy=(960,164,1263,179)
public-signature: ಸಹಿ/- ಶ್ರೀಮತಿ ಹೆಚ್.ಎನ್.ರಾಜಾವತಿ xyxy=(835,616,939,627)
footer-rule xyxy=(0,1934,1271,1936)
promo-line-7: ಲಭ್ಯ ಕೇಳಿ ಪಡೆಯಿರಿ... xyxy=(512,761,599,775)
promo-line-1: ನಿಮ್ಮ ಮನೆಗೆ ದಿನಪತ್ರಿಕೆ xyxy=(513,603,598,617)
nwkrtc-signature: ಸಹಿ/- ವಿಭಾಗೀಯ ನಿಯಂತ್ರಣಾಧಿಕಾರಿ, ಗದಗ xyxy=(1134,1637,1257,1648)
table-row: 4 KMF/PUR/Tender-764/2025-26/CALL-2 ಪಶು ಆಹಾರ ಘಟಕ, ಹಾಸನ 2,27,000/- xyxy=(13,877,465,897)
nwkrtc-date: ದಿನಾಂಕ: 11-08-2025 xyxy=(1186,1492,1258,1501)
kmf-phone: ಫೋನ್: 26096832/26096910 ಇ-ಮೇಲ್: purchase@kmf.coop xyxy=(120,702,355,713)
pr1-date: ದಿನಾಂಕ: 11.08.2025 xyxy=(538,142,618,152)
kmf-address: ಕ್ಷೀರಭವನ, ನಂ.2, ಡಾ.ಎಂ.ಹೆಚ್.ಮರಿಗೌಡ ರಸ್ತೆ, ಬೆಂಗಳೂರು - 560 029 xyxy=(131,690,344,700)
kmf-table-header xyxy=(13,757,465,777)
table-row: 2 KMF/PUR/Tender-759/2025-26/CALL-2 ಮದರ್ ಡೈರಿ 4,32,000/- xyxy=(13,837,465,857)
zp-body: ಮೇಲ್ಕಂಡ ವಿಷಯಕ್ಕೆ ಸಂಬಂಧಿಸಿದಂತೆ, ಒಂದು ವರ್ಷದ ಅವಧಿಗೆ ಚಿಕ್ಕಮಗಳೂರು ಜಿಲ್ಲೆಯ ಕೃಷ್ಣರಾಜಪುರ, ಕಡೂರು ಮತ್ತು ಇತರೆ ತಾಲ್ಲೂಕುಗಳ ಬಹುಗ್ರಾಮ ಕುಡಿಯುವ ನೀರು ಸರಬರಾಜು ಯೋಜನೆಗಳ ನಿರ್ವಹಣೆಗಾಗಿ ಇ-ಪ್ರೊಕ್ಯೂರ್‌ಮೆಂಟ್ (e-procurement) ಮೂಲಕ ಟೆಂಡರ್ ಆಹ್ವಾನಿಸಲಾಗಿದೆ. ಆಸಕ್ತ ಬಿಡ್‌ದಾರರು ಟೆಂಡರ್ ದಸ್ತಾವೇಜುಗಳನ್ನು ದಿನಾಂಕ:25-08-2025 ರ ಸಂಜೆ 5.00 ಗಂಟೆಯೊಳಗೆ ಸಲ್ಲಿಸಬಹುದು. ಹೆಚ್ಚಿನ ಮಾಹಿತಿಗಾಗಿ kppp.karnataka.gov.in ನಲ್ಲಿ ನೋಡಬಹುದು. xyxy=(12,132,301,185)
table-row: 5 KMF/PUR/Tender-768/2025-26/CALL-2 ತರಬೇತಿ ಕೇಂದ್ರ ಮೈಸೂರು 51,000/- xyxy=(13,897,465,917)
brand-tagline: ರಾಷ್ಟ್ರ ಜಾಗೃತಿಯ ದೈನಿಕ xyxy=(990,44,1043,52)
promo-line-4: ದಿನ ಪತ್ರಿಕೆಗಳನ್ನು xyxy=(524,666,587,680)
public-notice-ad xyxy=(640,520,947,975)
court2-advocate: ಅರ್ಜಿದಾರರ ಪರ ವಕೀಲರು xyxy=(965,1017,1038,1027)
masthead-day: ಬುಧವಾರ xyxy=(118,22,160,37)
pr1-contact: ದೂರವಾಣಿ: 08382-220556 ಇ-ಮೇಲ್: predkarwar@gmail.com xyxy=(353,129,585,140)
table-row: 1 ಶ್ರೀಮತಿ ಶಾರದಮ್ಮ ಕೋಂ ಲೇಟ್ ಎಂ.ಸಿ. ಹಾಲಪ್ಪಯ್ಯ, ಶ್ರೀ ಎಂ.ಹೆಚ್. ಸದಾಶಿವಪ್ಪ ಬಿನ್ ಲೇಟ್ ಎಂ.ಸಿ. ಹಾಲಪ್ಪಯ್ಯ, ಶ್ರೀಮತಿ ಲೀಲಾವತಿ ಕೋಂ ಲೇಟ್ ಮಲ್ಲೇಶಪ್ಪ, ಶ್ರೀಮತಿ ದಾನಮ್ಮ ಕೋಂ ಲೇಟ್ ಮಲ್ಲೇಶಪ್ಪ, ಶ್ರೀ ಎಸ್. ಪರಮೇಶ್ವರಪ್ಪ ಬಿನ್ ವೈ. ಶೇಖರಪ್ಪ, ಶ್ರೀ ಕೆ.ಬಿ. ಹಾಲೇಶಪ್ಪ ಬಿನ್ ಎಸ್.ಹೆಚ್. ಗಣೇಶಪ್ಪ, ಮಲೆನ ಹಸನಹಾಡಿ, ಶಿವಮೊಗ್ಗ ಶಿವಮೊಗ್ಗ ತಾಲ್ಲೂಕು ಮಲೆನ ಹಸನಹಾಡಿ ಸ.ನಂ. 33/1, 33/2, 33/3, 33/4, 33/5, 33/6, 33/7, 33/8 07ಎ-21ಗುಂಟೆ ವ್ಯವಸಾಯ ವಸತಿ xyxy=(491,1232,943,1462)
kmf-tender-ad xyxy=(5,648,470,1168)
promo-line-5: ಮಾರುವ ನಿಮ್ಮ xyxy=(527,687,584,701)
promo-phone-2: 9964391692 xyxy=(496,806,615,826)
sumitra-title: ಸುಮಿತ್ರಾ ವಿವಿಧೋದ್ದೇಶ ಸೌಹಾರ್ದ ಸಹಕಾರ ಸಂಘ ನಿ., xyxy=(59,360,254,373)
court1-case: ಅಸಲು ದಾವೆ ಸಂಖ್ಯೆ: 590/2018 xyxy=(741,117,846,127)
zp-signature: ಸಹಿ/- ಜಿಲ್ಲಾ ಪಂಚಾಯತ್, ಚಿಕ್ಕಮಗಳೂರು xyxy=(181,187,300,197)
court-notice-1-ad xyxy=(640,96,947,516)
kmf-table xyxy=(12,756,465,957)
vjnl-sub: (ಕರ್ನಾಟಕ ಸರ್ಕಾರದ ಉದ್ಯಮ) xyxy=(195,1206,280,1216)
pr1-title: ಪಂಚಾಯತ್ ರಾಜ್ ಇಂಜಿನಿಯರಿಂಗ್ ವಿಭಾಗ, ಕಾರವಾರ, ಉತ್ತರ ಕನ್ನಡ xyxy=(354,114,584,126)
court2-case: ಸಿ.ಮಿಸ್. ನಂ. 270 / 2025 xyxy=(1064,885,1159,895)
pr2-signature: ಸಹಿ/- ಕಾರ್ಯನಿರ್ವಾಹಕ ಅಭಿಯಂತರರು, ಪಂಚಾಯತ್ ರಾಜ್ ಇಂಜಿನಿಯರಿಂಗ್ ವಿಭಾಗ, ಕಾರವಾರ xyxy=(986,575,1257,586)
brand-name: ಹೊಸದಿಗಂತ xyxy=(922,10,1036,43)
